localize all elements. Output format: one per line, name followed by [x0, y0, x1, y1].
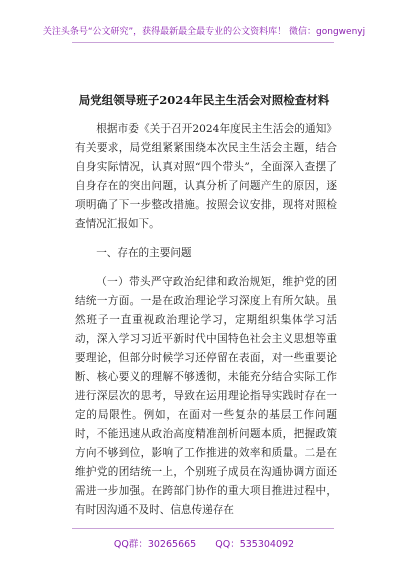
section-paragraph: （一）带头严守政治纪律和政治规矩，维护党的团结统一方面。一是在政治理论学习深度上有所欠缺。虽然班子一直重视政治理论学习，定期组织集体学习活动，深入学习习近平新时代中国特色社会主义思想等重要理论，但部分时候学习还停留在表面，对一些重要论断、核心要义的理解不够透彻，未能充分结合实际工作进行深层次的思考，导致在运用理论指导实践时存在一定的局限性。例如，在面对一些复杂的基层工作问题时，不能迅速从政治高度精准剖析问题本质，把握政策方向不够到位，影响了工作推进的效率和质量。二是在维护党的团结统一上，个别班子成员在沟通协调方面还需进一步加强。在跨部门协作的重大项目推进过程中，有时因沟通不及时、信息传递存在: [75, 276, 337, 516]
document-title: 局党组领导班子2024年民主生活会对照检查材料: [78, 93, 330, 107]
header-divider: [72, 42, 334, 43]
document-body: [75, 120, 337, 520]
footer-qq-number: QQ：535304092: [215, 539, 295, 550]
footer-contact: [0, 536, 408, 550]
footer-qq-group: QQ群：30265665: [113, 539, 197, 550]
section-heading: 一、存在的主要问题: [96, 247, 192, 259]
intro-paragraph: 根据市委《关于召开2024年度民主生活会的通知》有关要求，局党组紧紧围绕本次民主生活会主题，结合自身实际情况，认真对照“四个带头”，全面深入查摆了自身存在的突出问题，认真分析了问题产生的原因，逐项明确了下一步整改措施。按照会议安排，现将对照检查情况汇报如下。: [75, 123, 337, 230]
footer-divider: [72, 528, 334, 529]
header-banner: 关注头条号“公文研究”，获得最新最全最专业的公文资料库！ 微信：gongwenyj: [42, 27, 366, 37]
